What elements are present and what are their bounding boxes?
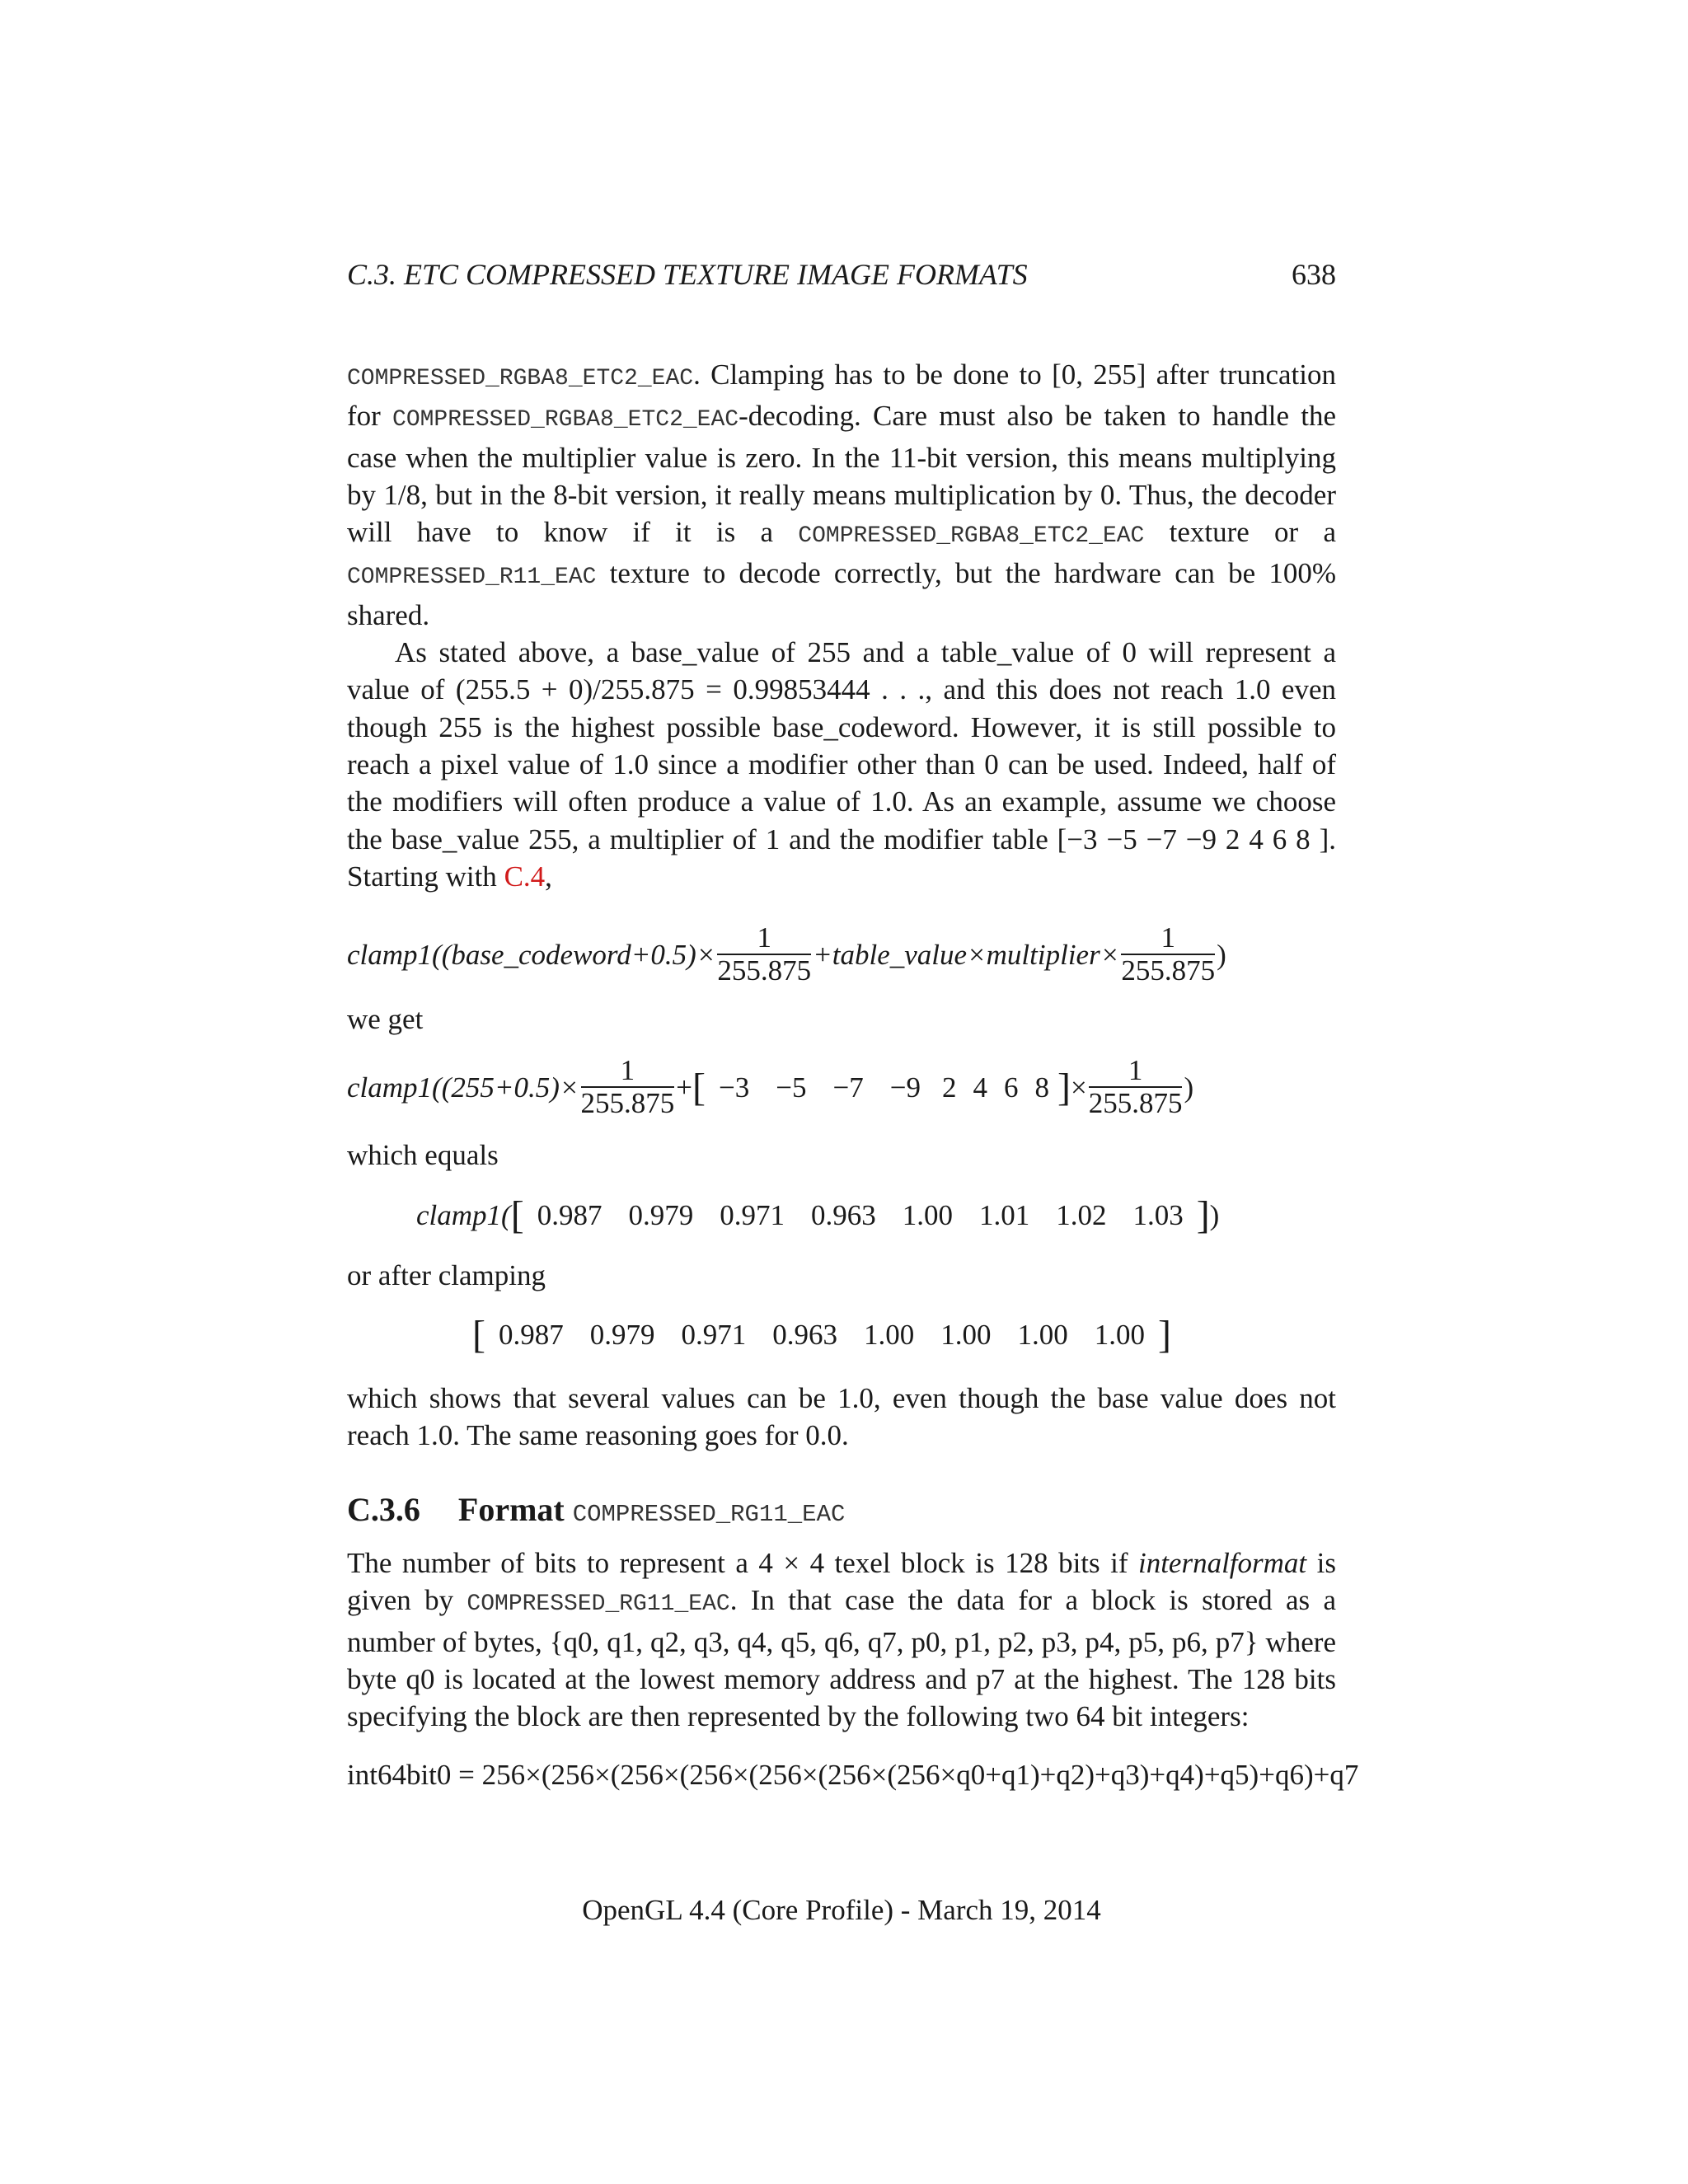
modifier-vector <box>692 1065 1071 1109</box>
vector-cell: 1.02 <box>1056 1199 1107 1232</box>
left-bracket: [ <box>510 1193 524 1238</box>
text-run: internalformat <box>1137 1546 1307 1579</box>
left-bracket: [ <box>472 1313 485 1357</box>
denominator: 255.875 <box>717 954 812 987</box>
clamped-vector <box>472 1313 1171 1357</box>
numerator: 1 <box>1089 1055 1183 1088</box>
right-bracket: ] <box>1157 1313 1171 1357</box>
code-token: COMPRESSED_RG11_EAC <box>467 1591 730 1618</box>
running-header <box>347 257 1336 298</box>
eq-text: clamp1( <box>416 1199 511 1232</box>
section-word: Format <box>457 1490 565 1528</box>
section-heading <box>347 1491 1336 1533</box>
vector-cell: 1.00 <box>863 1319 915 1352</box>
text-run: The number of bits to represent a 4 × 4 texel block is 128 bits if <box>347 1546 1138 1579</box>
code-token: COMPRESSED_R11_EAC <box>347 565 597 591</box>
vector-cell: 4 <box>973 1071 987 1104</box>
denominator: 255.875 <box>580 1087 675 1120</box>
equation-clamp-result <box>416 1189 1336 1242</box>
page-number: 638 <box>1292 258 1336 291</box>
eq-text: clamp1((255+0.5)× <box>347 1071 579 1104</box>
vector-cell: 1.00 <box>1094 1319 1145 1352</box>
text-run: -decoding. Care must also be taken to handle the case when the multiplier value is zero. In the 11-bit version, this means multiplying by 1/8, but in the 8-bit version, it really means multiplication by 0. Thus, the decoder will have to know if it is a <box>347 400 1336 549</box>
result-vector <box>510 1193 1210 1238</box>
header-title: C.3. ETC COMPRESSED TEXTURE IMAGE FORMATS <box>347 258 1028 291</box>
vector-cell: 1.01 <box>978 1199 1030 1232</box>
vector-cell: 0.987 <box>537 1199 603 1232</box>
eq-text: + <box>676 1071 692 1104</box>
which-equals-text: which equals <box>347 1139 499 1172</box>
left-bracket: [ <box>692 1065 706 1109</box>
numerator: 1 <box>581 1055 675 1088</box>
code-token: COMPRESSED_RGBA8_ETC2_EAC <box>392 407 739 434</box>
paragraph-base-value <box>347 634 1336 895</box>
eq-text: +table_value×multiplier× <box>813 938 1120 971</box>
right-bracket: ] <box>1196 1193 1210 1238</box>
vector-cell: 0.971 <box>720 1199 785 1232</box>
vector-cell: 0.963 <box>772 1319 837 1352</box>
equation-int64bit0: int64bit0 = 256×(256×(256×(256×(256×(256×(256×q0+q1)+q2)+q3)+q4)+q5)+q6)+q7 <box>347 1759 1359 1792</box>
text-run: texture to decode correctly, but the hardware can be 100% shared. <box>347 557 1336 631</box>
vector-cell: 1.03 <box>1132 1199 1184 1232</box>
section-code-name: COMPRESSED_RG11_EAC <box>572 1500 846 1528</box>
eq-text: ) <box>1209 1199 1220 1232</box>
text-run: . Clamping has to be done to [0, 255] after truncation for <box>347 359 1336 433</box>
paragraph-clamping <box>347 356 1336 634</box>
denominator: 255.875 <box>1121 954 1216 987</box>
fraction <box>1121 922 1215 987</box>
text-run: As stated above, a base_value of 255 and a table_value of 0 will represent a value of (255.5 + 0)/255.875 = 0.99853444 . . ., and this does not reach 1.0 even though 255 is the highest possible base_codeword. However, it is still possible to reach a pixel value of 1.0 since a modifier other than 0 can be used. Indeed, half of the modifiers will often produce a value of 1.0. As an example, assume we choose the base_value 255, a multiplier of 1 and the modifier table [−3 −5 −7 −9 2 4 6 8 ]. Starting with <box>347 636 1336 893</box>
vector-cell: −5 <box>776 1071 807 1104</box>
equation-reference-link[interactable]: C.4 <box>504 860 546 893</box>
code-token: COMPRESSED_RGBA8_ETC2_EAC <box>798 523 1145 550</box>
vector-cell: 0.979 <box>589 1319 655 1352</box>
paragraph-several-values: which shows that several values can be 1.0, even though the base value does not reach 1.0. The same reasoning goes for 0.0. <box>347 1382 1336 1452</box>
numerator: 1 <box>1121 922 1215 955</box>
vector-cell: 1.00 <box>1017 1319 1068 1352</box>
text-run: texture or a <box>1144 516 1336 549</box>
fraction <box>717 922 811 987</box>
vector-cell: 6 <box>1003 1071 1019 1104</box>
paragraph-rg11-bits <box>347 1544 1336 1735</box>
vector-cell: 0.979 <box>628 1199 694 1232</box>
fraction <box>581 1055 675 1119</box>
numerator: 1 <box>717 922 811 955</box>
equation-clamp-general <box>347 916 1336 992</box>
equation-clamped-vector <box>472 1309 1336 1361</box>
vector-cell: 0.987 <box>498 1319 564 1352</box>
vector-cell: −3 <box>718 1071 750 1104</box>
eq-text: × <box>1070 1071 1087 1104</box>
vector-cell: −9 <box>889 1071 921 1104</box>
eq-text: ) <box>1184 1071 1194 1104</box>
section-number: C.3.6 <box>347 1490 420 1528</box>
vector-cell: 0.963 <box>810 1199 876 1232</box>
eq-text: ) <box>1217 938 1226 971</box>
equation-clamp-values <box>347 1049 1336 1125</box>
text-run: . In that case the data for a block is stored as a number of bytes, {q0, q1, q2, q3, q4, q5, q6, q7, p0, p1, p2, p3, p4, p5, p6, p7} where byte q0 is located at the lowest memory address and p7 at the highest. The 128 bits specifying the block are then represented by the following two 64 bit integers: <box>347 1584 1336 1733</box>
fraction <box>1089 1055 1183 1119</box>
right-bracket: ] <box>1057 1065 1071 1109</box>
page-footer: OpenGL 4.4 (Core Profile) - March 19, 2014 <box>582 1894 1101 1926</box>
denominator: 255.875 <box>1088 1087 1183 1120</box>
eq-text: clamp1((base_codeword+0.5)× <box>347 938 716 971</box>
page-body <box>347 356 1359 1794</box>
vector-cell: 8 <box>1034 1071 1049 1104</box>
text-run: , <box>545 860 552 893</box>
we-get-text: we get <box>347 1003 424 1036</box>
vector-cell: 1.00 <box>940 1319 992 1352</box>
vector-cell: 1.00 <box>902 1199 953 1232</box>
vector-cell: 2 <box>941 1071 957 1104</box>
code-token: COMPRESSED_RGBA8_ETC2_EAC <box>347 366 694 391</box>
text-run: is given by <box>347 1546 1336 1617</box>
or-after-clamping-text: or after clamping <box>347 1258 546 1291</box>
vector-cell: −7 <box>832 1071 864 1104</box>
vector-cell: 0.971 <box>681 1319 747 1352</box>
